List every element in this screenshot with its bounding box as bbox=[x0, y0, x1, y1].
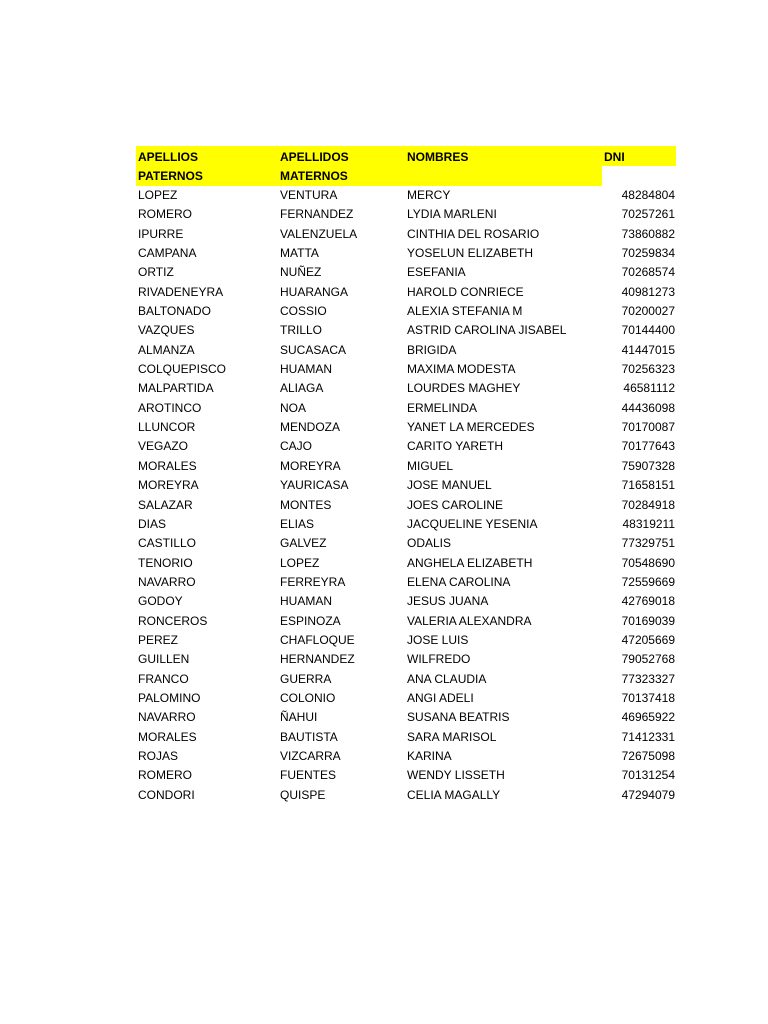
cell-apellido-materno: VENTURA bbox=[280, 188, 338, 202]
cell-apellido-paterno: MOREYRA bbox=[138, 478, 199, 493]
header-apellidos-paternos-line2: PATERNOS bbox=[138, 169, 203, 183]
cell-apellido-paterno: VEGAZO bbox=[138, 439, 189, 454]
table-row bbox=[136, 283, 678, 302]
cell-apellido-materno: NOA bbox=[280, 400, 307, 415]
cell-apellido-materno: HERNANDEZ bbox=[280, 652, 355, 667]
cell-dni: 70259834 bbox=[621, 246, 675, 261]
cell-dni: 70170087 bbox=[621, 420, 675, 435]
cell-dni: 44436098 bbox=[621, 400, 675, 415]
cell-nombres: JOES CAROLINE bbox=[407, 497, 504, 512]
cell-apellido-paterno: BALTONADO bbox=[138, 304, 211, 319]
cell-apellido-materno: VALENZUELA bbox=[280, 226, 358, 241]
table-row bbox=[136, 418, 678, 437]
cell-nombres: CELIA MAGALLY bbox=[407, 787, 501, 802]
cell-dni: 70548690 bbox=[621, 555, 675, 570]
cell-apellido-paterno: AROTINCO bbox=[138, 400, 202, 415]
table-row bbox=[136, 534, 678, 553]
cell-dni: 48319211 bbox=[622, 516, 675, 531]
cell-apellido-paterno: IPURRE bbox=[138, 226, 184, 241]
cell-nombres: SARA MARISOL bbox=[407, 729, 497, 744]
cell-apellido-paterno: PEREZ bbox=[138, 632, 179, 647]
cell-apellido-materno: CHAFLOQUE bbox=[280, 632, 355, 647]
cell-apellido-materno: CAJO bbox=[280, 439, 313, 454]
cell-apellido-materno: MATTA bbox=[280, 246, 319, 261]
header-apellidos-maternos-line2: MATERNOS bbox=[280, 169, 348, 183]
cell-apellido-paterno: RIVADENEYRA bbox=[138, 284, 224, 299]
cell-nombres: YOSELUN ELIZABETH bbox=[407, 246, 534, 261]
table-row bbox=[136, 225, 678, 244]
cell-nombres: ANGI ADELI bbox=[407, 690, 474, 705]
header-highlight bbox=[136, 146, 676, 166]
cell-apellido-materno: MENDOZA bbox=[280, 420, 340, 435]
cell-dni: 70256323 bbox=[621, 362, 675, 377]
cell-apellido-paterno: NAVARRO bbox=[138, 574, 196, 589]
cell-apellido-materno: MONTES bbox=[280, 497, 332, 512]
cell-dni: 70177643 bbox=[621, 439, 675, 454]
cell-dni: 70284918 bbox=[621, 497, 675, 512]
header-apellidos-maternos: APELLIDOS bbox=[280, 150, 349, 164]
cell-nombres: KARINA bbox=[407, 748, 452, 763]
table-row bbox=[136, 631, 678, 650]
cell-apellido-materno: BAUTISTA bbox=[280, 729, 338, 744]
table-row bbox=[136, 573, 678, 592]
table-row bbox=[136, 321, 678, 340]
cell-nombres: ALEXIA STEFANIA M bbox=[407, 304, 523, 319]
cell-apellido-paterno: ORTIZ bbox=[138, 265, 174, 280]
cell-nombres: VALERIA ALEXANDRA bbox=[407, 613, 532, 628]
table-row bbox=[136, 205, 678, 224]
table-row bbox=[136, 747, 678, 766]
cell-apellido-paterno: CONDORI bbox=[138, 787, 195, 802]
cell-apellido-paterno: RONCEROS bbox=[138, 613, 208, 628]
cell-dni: 75907328 bbox=[621, 458, 675, 473]
cell-nombres: MERCY bbox=[407, 188, 451, 202]
table-row bbox=[136, 302, 678, 321]
cell-nombres: ANA CLAUDIA bbox=[407, 671, 487, 686]
table-row bbox=[136, 670, 678, 689]
cell-nombres: WENDY LISSETH bbox=[407, 768, 505, 783]
cell-apellido-paterno: ROMERO bbox=[138, 768, 192, 783]
cell-apellido-paterno: VAZQUES bbox=[138, 323, 195, 338]
cell-apellido-paterno: NAVARRO bbox=[138, 710, 196, 725]
table-row bbox=[136, 515, 678, 534]
cell-apellido-materno: NUÑEZ bbox=[280, 265, 322, 280]
cell-dni: 79052768 bbox=[621, 652, 675, 667]
cell-nombres: SUSANA BEATRIS bbox=[407, 710, 510, 725]
cell-dni: 46965922 bbox=[621, 710, 675, 725]
cell-dni: 47294079 bbox=[621, 787, 675, 802]
cell-apellido-materno: SUCASACA bbox=[280, 342, 347, 357]
cell-dni: 71658151 bbox=[621, 478, 675, 493]
table-row bbox=[136, 457, 678, 476]
table-row bbox=[136, 728, 678, 747]
cell-apellido-materno: ELIAS bbox=[280, 516, 315, 531]
cell-dni: 72559669 bbox=[621, 574, 675, 589]
cell-nombres: MIGUEL bbox=[407, 458, 454, 473]
cell-dni: 70137418 bbox=[621, 690, 675, 705]
cell-dni: 47205669 bbox=[621, 632, 675, 647]
header-apellidos-paternos: APELLIOS bbox=[138, 150, 199, 164]
cell-apellido-materno: MOREYRA bbox=[280, 458, 341, 473]
header-highlight bbox=[136, 166, 602, 186]
cell-nombres: HAROLD CONRIECE bbox=[407, 284, 524, 299]
cell-apellido-paterno: LLUNCOR bbox=[138, 420, 196, 435]
cell-dni: 48284804 bbox=[621, 188, 675, 202]
cell-apellido-materno: FERNANDEZ bbox=[280, 207, 354, 222]
cell-apellido-materno: COSSIO bbox=[280, 304, 327, 319]
cell-nombres: WILFREDO bbox=[407, 652, 471, 667]
table-header bbox=[136, 146, 678, 186]
table-row bbox=[136, 476, 678, 495]
cell-nombres: JESUS JUANA bbox=[407, 594, 489, 609]
table-row bbox=[136, 592, 678, 611]
cell-apellido-paterno: COLQUEPISCO bbox=[138, 362, 227, 377]
cell-dni: 70268574 bbox=[621, 265, 675, 280]
cell-apellido-paterno: ALMANZA bbox=[138, 342, 195, 357]
cell-dni: 77329751 bbox=[621, 536, 675, 551]
cell-apellido-paterno: ROMERO bbox=[138, 207, 192, 222]
cell-nombres: JOSE MANUEL bbox=[407, 478, 492, 493]
cell-nombres: YANET LA MERCEDES bbox=[407, 420, 535, 435]
cell-apellido-materno: HUARANGA bbox=[280, 284, 349, 299]
table-row bbox=[136, 360, 678, 379]
cell-apellido-paterno: PALOMINO bbox=[138, 690, 201, 705]
cell-nombres: ANGHELA ELIZABETH bbox=[407, 555, 533, 570]
cell-apellido-materno: LOPEZ bbox=[280, 555, 320, 570]
cell-dni: 70200027 bbox=[621, 304, 675, 319]
cell-apellido-materno: ÑAHUI bbox=[280, 710, 318, 725]
cell-apellido-materno: TRILLO bbox=[280, 323, 323, 338]
cell-dni: 42769018 bbox=[621, 594, 675, 609]
cell-nombres: ESEFANIA bbox=[407, 265, 466, 280]
cell-dni: 41447015 bbox=[621, 342, 675, 357]
cell-nombres: CARITO YARETH bbox=[407, 439, 504, 454]
cell-apellido-paterno: DIAS bbox=[138, 516, 167, 531]
cell-apellido-materno: HUAMAN bbox=[280, 594, 333, 609]
cell-dni: 73860882 bbox=[621, 226, 675, 241]
cell-nombres: ERMELINDA bbox=[407, 400, 478, 415]
header-dni: DNI bbox=[604, 150, 625, 164]
cell-dni: 72675098 bbox=[621, 748, 675, 763]
cell-apellido-materno: HUAMAN bbox=[280, 362, 333, 377]
table-row bbox=[136, 786, 678, 805]
cell-apellido-materno: QUISPE bbox=[280, 787, 326, 802]
cell-apellido-paterno: GODOY bbox=[138, 594, 183, 609]
cell-apellido-materno: ESPINOZA bbox=[280, 613, 341, 628]
cell-apellido-materno: GALVEZ bbox=[280, 536, 327, 551]
table-row bbox=[136, 612, 678, 631]
table-row bbox=[136, 186, 678, 205]
header-nombres: NOMBRES bbox=[407, 150, 469, 164]
cell-apellido-paterno: MORALES bbox=[138, 729, 197, 744]
cell-apellido-paterno: ROJAS bbox=[138, 748, 179, 763]
cell-apellido-paterno: LOPEZ bbox=[138, 188, 178, 202]
cell-apellido-materno: VIZCARRA bbox=[280, 748, 341, 763]
table-body bbox=[136, 186, 678, 805]
table-row bbox=[136, 554, 678, 573]
table-row bbox=[136, 437, 678, 456]
cell-dni: 70257261 bbox=[621, 207, 675, 222]
cell-nombres: ASTRID CAROLINA JISABEL bbox=[407, 323, 567, 338]
cell-dni: 70169039 bbox=[621, 613, 675, 628]
cell-apellido-paterno: MORALES bbox=[138, 458, 197, 473]
cell-dni: 70131254 bbox=[621, 768, 675, 783]
cell-apellido-materno: FUENTES bbox=[280, 768, 337, 783]
cell-apellido-materno: GUERRA bbox=[280, 671, 332, 686]
table-row bbox=[136, 650, 678, 669]
table-row bbox=[136, 496, 678, 515]
cell-nombres: LOURDES MAGHEY bbox=[407, 381, 521, 396]
cell-apellido-paterno: SALAZAR bbox=[138, 497, 193, 512]
table-row bbox=[136, 341, 678, 360]
cell-nombres: ODALIS bbox=[407, 536, 452, 551]
cell-apellido-materno: COLONIO bbox=[280, 690, 336, 705]
cell-apellido-paterno: MALPARTIDA bbox=[138, 381, 214, 396]
cell-nombres: CINTHIA DEL ROSARIO bbox=[407, 226, 540, 241]
cell-apellido-paterno: GUILLEN bbox=[138, 652, 190, 667]
cell-apellido-paterno: CASTILLO bbox=[138, 536, 197, 551]
table-row bbox=[136, 399, 678, 418]
table-row bbox=[136, 379, 678, 398]
table-row bbox=[136, 244, 678, 263]
cell-apellido-materno: ALIAGA bbox=[280, 381, 324, 396]
cell-dni: 46581112 bbox=[623, 381, 675, 396]
cell-apellido-paterno: TENORIO bbox=[138, 555, 193, 570]
cell-nombres: BRIGIDA bbox=[407, 342, 457, 357]
cell-apellido-materno: YAURICASA bbox=[280, 478, 349, 493]
cell-nombres: JOSE LUIS bbox=[407, 632, 469, 647]
cell-nombres: LYDIA MARLENI bbox=[407, 207, 497, 222]
cell-nombres: JACQUELINE YESENIA bbox=[407, 516, 538, 531]
cell-dni: 70144400 bbox=[621, 323, 675, 338]
cell-dni: 77323327 bbox=[621, 671, 675, 686]
table-row bbox=[136, 689, 678, 708]
cell-nombres: ELENA CAROLINA bbox=[407, 574, 511, 589]
table-row bbox=[136, 263, 678, 282]
table-row bbox=[136, 708, 678, 727]
cell-nombres: MAXIMA MODESTA bbox=[407, 362, 516, 377]
cell-apellido-paterno: FRANCO bbox=[138, 671, 189, 686]
cell-apellido-paterno: CAMPANA bbox=[138, 246, 197, 261]
cell-dni: 40981273 bbox=[621, 284, 675, 299]
spreadsheet-table bbox=[136, 146, 678, 805]
cell-dni: 71412331 bbox=[621, 729, 675, 744]
cell-apellido-materno: FERREYRA bbox=[280, 574, 346, 589]
table-row bbox=[136, 766, 678, 785]
